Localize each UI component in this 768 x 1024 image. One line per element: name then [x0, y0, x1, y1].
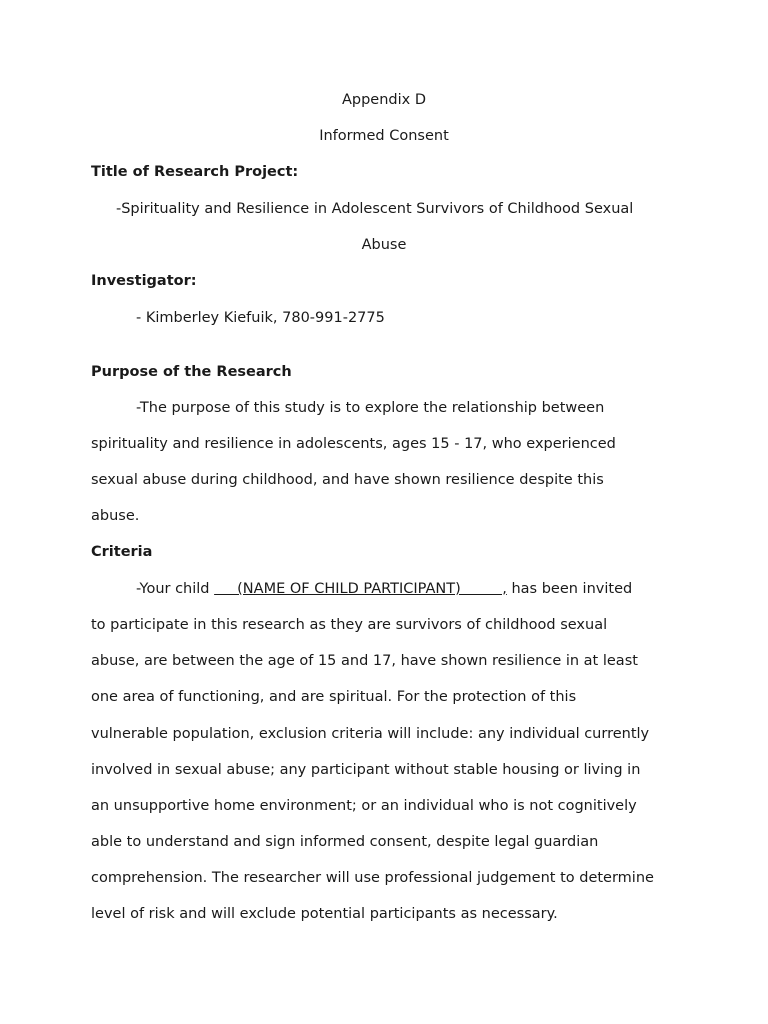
purpose-line: spirituality and resilience in adolescents, ages 15 - 17, who experienced	[91, 436, 616, 452]
criteria-line: one area of functioning, and are spiritual. For the protection of this	[91, 689, 577, 705]
criteria-line: an unsupportive home environment; or an individual who is not cognitively	[91, 798, 637, 814]
child-name-blank: (NAME OF CHILD PARTICIPANT) ,	[214, 581, 507, 597]
investigator-value: - Kimberley Kiefuik, 780-991-2775	[136, 310, 385, 326]
purpose-line: -The purpose of this study is to explore the relationship between	[136, 400, 605, 416]
title-label: Title of Research Project:	[91, 164, 299, 180]
criteria-prefix: -Your child	[136, 581, 215, 597]
purpose-line: sexual abuse during childhood, and have shown resilience despite this	[91, 472, 604, 488]
criteria-first-line	[136, 581, 632, 597]
purpose-label: Purpose of the Research	[91, 364, 292, 380]
criteria-line: involved in sexual abuse; any participant without stable housing or living in	[91, 762, 641, 778]
criteria-label: Criteria	[91, 544, 153, 560]
appendix-heading: Appendix D	[341, 92, 427, 108]
criteria-suffix: has been invited	[506, 581, 633, 597]
criteria-line: vulnerable population, exclusion criteria will include: any individual currently	[91, 726, 650, 742]
title-line-1: -Spirituality and Resilience in Adolescent Survivors of Childhood Sexual	[116, 201, 634, 217]
purpose-line: abuse.	[91, 508, 140, 524]
title-line-2: Abuse	[361, 237, 407, 253]
criteria-line: comprehension. The researcher will use professional judgement to determine	[91, 870, 654, 886]
criteria-line: abuse, are between the age of 15 and 17, have shown resilience in at least	[91, 653, 638, 669]
criteria-line: to participate in this research as they are survivors of childhood sexual	[91, 617, 608, 633]
page-title: Informed Consent	[319, 128, 449, 144]
criteria-line: level of risk and will exclude potential participants as necessary.	[91, 906, 558, 922]
investigator-label: Investigator:	[91, 273, 197, 289]
criteria-line: able to understand and sign informed consent, despite legal guardian	[91, 834, 599, 850]
